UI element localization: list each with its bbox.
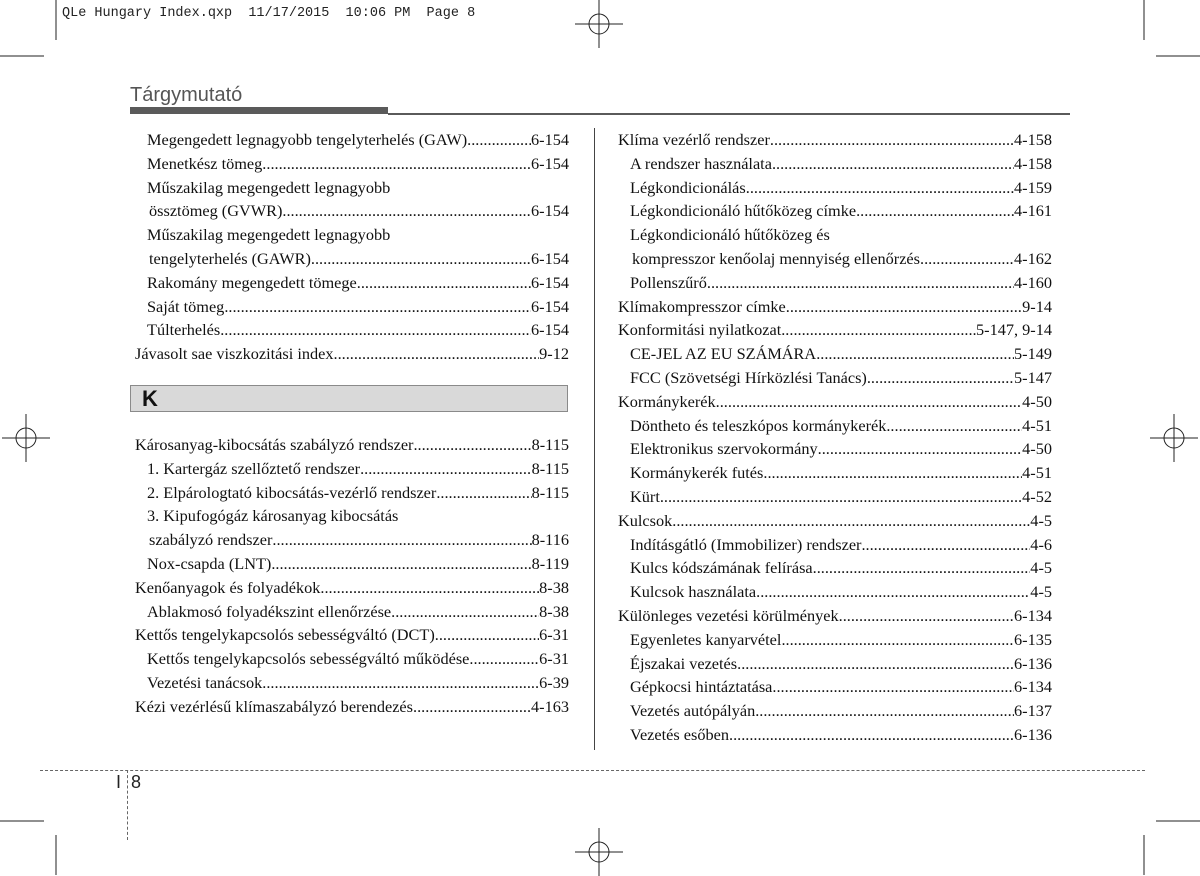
index-entry <box>618 414 1052 438</box>
index-entry-leader <box>746 176 1014 200</box>
index-entry-page: 4-5 <box>1030 510 1052 530</box>
index-entry-leader <box>886 414 1022 438</box>
index-entry-term: Nox-csapda (LNT) <box>147 553 272 573</box>
index-entry-leader <box>707 271 1014 295</box>
index-entry-term: Menetkész tömeg <box>147 153 263 173</box>
index-entry-term: Műszakilag megengedett legnagyobb <box>147 177 391 197</box>
print-slug: QLe Hungary Index.qxp 11/17/2015 10:06 PM Page 8 <box>62 6 476 21</box>
crop-mark-top-right <box>1140 0 1200 60</box>
index-entry-leader <box>867 366 1014 390</box>
index-entry-leader <box>770 128 1014 152</box>
index-entry-page: 4-50 <box>1022 391 1052 411</box>
index-entry-term: Légkondicionáló hűtőközeg címke <box>630 201 857 221</box>
crop-mark-top-left <box>0 0 60 60</box>
index-entry-page: 8-38 <box>539 577 569 597</box>
index-entry-leader <box>781 318 976 342</box>
index-entry-page: 4-5 <box>1030 558 1052 578</box>
index-entry-page: 6-135 <box>1014 629 1052 649</box>
index-entry <box>135 576 569 600</box>
index-entry-page: 5-147 <box>1014 367 1052 387</box>
index-entry-term: Kulcsok használata <box>630 582 757 602</box>
index-entry-leader <box>271 552 531 576</box>
index-entry-term: Klíma vezérlő rendszer <box>618 130 770 149</box>
index-entry <box>618 152 1052 176</box>
index-entry <box>135 433 569 457</box>
index-entry-term: Műszakilag megengedett legnagyobb <box>147 225 391 245</box>
footer-dashed-rule <box>40 770 1145 771</box>
index-entry-leader <box>413 433 531 457</box>
index-entry-term: Konformitási nyilatkozat <box>618 320 782 340</box>
index-entry-leader <box>729 723 1014 747</box>
page-number-prefix: I <box>116 772 122 792</box>
index-entry-leader <box>357 271 531 295</box>
index-entry <box>135 152 569 176</box>
index-entry-page: 6-154 <box>531 320 569 340</box>
index-entry-term: Pollenszűrő <box>630 272 707 292</box>
index-entry-term: Indításgátló (Immobilizer) rendszer <box>630 534 862 554</box>
index-entry-page: 8-38 <box>539 601 569 621</box>
registration-mark-left <box>0 412 50 464</box>
index-entry <box>618 271 1052 295</box>
index-entry-page: 6-134 <box>1014 605 1052 625</box>
index-entry-page: 6-31 <box>539 625 569 645</box>
index-entry <box>618 485 1052 509</box>
index-entry-leader <box>224 295 531 319</box>
index-entry-page: 5-147, 9-14 <box>976 320 1052 340</box>
index-entry-page: 6-39 <box>539 672 569 692</box>
index-group-right <box>618 128 1052 747</box>
index-entry <box>618 675 1052 699</box>
index-entry-term: tengelyterhelés (GAWR) <box>149 248 311 268</box>
index-entry <box>618 223 1052 247</box>
index-entry-page: 6-136 <box>1014 724 1052 744</box>
crop-mark-bottom-left <box>0 815 60 875</box>
index-entry-term: Túlterhelés <box>147 320 221 340</box>
index-entry-page: 9-12 <box>539 344 569 364</box>
index-entry <box>618 128 1052 152</box>
index-entry-page: 6-154 <box>531 153 569 173</box>
index-entry-term: Vezetés esőben <box>630 724 729 744</box>
index-entry-page: 8-119 <box>531 553 569 573</box>
index-entry-leader <box>413 695 531 719</box>
index-entry-term: Egyenletes kanyarvétel <box>630 629 782 649</box>
index-entry-term: A rendszer használata <box>630 153 772 173</box>
index-entry-leader <box>436 481 531 505</box>
index-entry-leader <box>781 628 1014 652</box>
index-entry-leader <box>282 199 531 223</box>
index-entry-leader <box>856 199 1014 223</box>
index-entry-term: Különleges vezetési körülmények <box>618 605 839 625</box>
index-entry-page: 4-50 <box>1022 439 1052 459</box>
page-number <box>116 772 142 793</box>
index-entry <box>618 723 1052 747</box>
index-entry <box>135 481 569 505</box>
index-entry <box>135 457 569 481</box>
index-entry-term: Kürt <box>630 486 660 506</box>
index-entry <box>618 318 1052 342</box>
index-entry-term: szabályzó rendszer <box>149 530 273 550</box>
index-entry <box>618 556 1052 580</box>
index-entry <box>618 604 1052 628</box>
index-entry-leader <box>262 152 531 176</box>
index-entry <box>618 699 1052 723</box>
index-entry-leader <box>672 509 1030 533</box>
index-entry-page: 8-116 <box>531 530 569 550</box>
index-entry-leader <box>813 556 1031 580</box>
index-entry <box>135 342 569 366</box>
index-entry <box>618 652 1052 676</box>
index-entry-term: Vezetési tanácsok <box>147 672 263 692</box>
index-entry-leader <box>920 247 1014 271</box>
index-entry-term: Döntheto és teleszkópos kormánykerék <box>630 415 887 435</box>
page-number-value: 8 <box>131 772 142 792</box>
index-entry <box>135 552 569 576</box>
index-entry-page: 6-136 <box>1014 653 1052 673</box>
index-entry-leader <box>763 461 1022 485</box>
footer-dashed-vertical <box>127 770 128 840</box>
index-entry-term: Saját tömeg <box>147 296 225 316</box>
index-entry-leader <box>839 604 1014 628</box>
column-divider <box>594 128 595 750</box>
index-entry-term: 1. Kartergáz szellőztető rendszer <box>147 458 361 478</box>
index-entry-page: 6-154 <box>531 272 569 292</box>
index-entry-term: kompresszor kenőolaj mennyiség ellenőrzés <box>632 248 920 268</box>
index-entry-term: Kormánykerék futés <box>630 463 764 483</box>
index-entry-term: Kulcsok <box>618 510 673 530</box>
index-entry-term: össztömeg (GVWR) <box>149 201 283 221</box>
index-entry <box>135 671 569 695</box>
index-entry-leader <box>786 295 1022 319</box>
index-column-left <box>135 128 569 719</box>
index-entry-term: 3. Kipufogógáz károsanyag kibocsátás <box>147 506 399 526</box>
index-entry-page: 4-163 <box>531 696 569 716</box>
index-entry <box>135 504 569 528</box>
index-entry-term: Légkondicionáló hűtőközeg és <box>630 225 830 245</box>
index-entry-term: Vezetés autópályán <box>630 701 756 721</box>
index-entry <box>618 366 1052 390</box>
registration-mark-top <box>573 0 625 50</box>
index-column-right <box>618 128 1052 747</box>
index-entry-page: 4-51 <box>1022 463 1052 483</box>
index-entry-term: Elektronikus szervokormány <box>630 439 818 459</box>
index-entry-term: CE-JEL AZ EU SZÁMÁRA <box>630 344 817 364</box>
index-entry-page: 6-134 <box>1014 677 1052 697</box>
index-entry-leader <box>816 342 1014 366</box>
header-rule-thick <box>130 107 388 114</box>
index-entry <box>135 128 569 152</box>
index-entry-page: 4-5 <box>1030 582 1052 602</box>
index-entry <box>135 176 569 200</box>
index-entry-page: 4-158 <box>1014 130 1052 149</box>
index-entry-page: 4-52 <box>1022 486 1052 506</box>
index-entry <box>618 533 1052 557</box>
index-entry <box>135 600 569 624</box>
index-entry-leader <box>320 576 539 600</box>
index-entry-page: 6-154 <box>531 201 569 221</box>
index-entry-term: Klímakompresszor címke <box>618 296 786 316</box>
index-entry-term: Megengedett legnagyobb tengelyterhelés (GAW) <box>147 130 468 149</box>
index-entry-page: 6-154 <box>531 296 569 316</box>
index-entry <box>135 295 569 319</box>
letter-heading-k: K <box>130 385 568 412</box>
index-entry <box>135 695 569 719</box>
index-entry-leader <box>262 671 539 695</box>
index-entry <box>618 437 1052 461</box>
index-group-left-bottom <box>135 433 569 719</box>
index-entry <box>618 628 1052 652</box>
index-entry-term: Rakomány megengedett tömege <box>147 272 357 292</box>
index-entry <box>135 223 569 247</box>
index-entry-page: 8-115 <box>531 482 569 502</box>
index-entry <box>618 295 1052 319</box>
index-entry <box>618 199 1052 223</box>
index-entry <box>135 271 569 295</box>
index-entry-leader <box>334 342 540 366</box>
index-entry <box>135 647 569 671</box>
registration-mark-right <box>1150 412 1200 464</box>
registration-mark-bottom <box>573 826 625 876</box>
index-entry-leader <box>772 152 1014 176</box>
index-entry <box>618 342 1052 366</box>
index-entry-term: Éjszakai vezetés <box>630 653 738 673</box>
index-entry-page: 4-158 <box>1014 153 1052 173</box>
index-entry <box>135 318 569 342</box>
index-entry <box>618 176 1052 200</box>
index-entry-page: 4-159 <box>1014 177 1052 197</box>
index-entry-leader <box>360 457 532 481</box>
index-entry-term: Gépkocsi hintáztatása <box>630 677 773 697</box>
index-group-left-top <box>135 128 569 366</box>
index-entry <box>135 199 569 223</box>
index-entry-term: 2. Elpárologtató kibocsátás-vezérlő rendszer <box>147 482 437 502</box>
index-entry-leader <box>469 647 539 671</box>
index-entry-term: Kettős tengelykapcsolós sebességváltó (DCT) <box>135 625 435 645</box>
index-entry-leader <box>272 528 531 552</box>
index-entry-leader <box>755 699 1014 723</box>
index-entry-page: 4-6 <box>1030 534 1052 554</box>
index-entry-page: 6-154 <box>531 130 569 149</box>
index-entry-page: 8-115 <box>531 458 569 478</box>
index-entry <box>618 509 1052 533</box>
index-entry-leader <box>737 652 1014 676</box>
index-entry <box>618 390 1052 414</box>
index-entry-term: Kézi vezérlésű klímaszabályzó berendezés <box>135 696 413 716</box>
index-entry-term: Kenőanyagok és folyadékok <box>135 577 321 597</box>
index-entry <box>618 461 1052 485</box>
index-entry-page: 4-162 <box>1014 248 1052 268</box>
index-entry-term: Károsanyag-kibocsátás szabályzó rendszer <box>135 434 414 454</box>
index-entry-leader <box>391 600 539 624</box>
index-entry-page: 4-160 <box>1014 272 1052 292</box>
index-entry <box>135 247 569 271</box>
index-entry-leader <box>756 580 1030 604</box>
index-entry <box>618 247 1052 271</box>
index-entry <box>618 580 1052 604</box>
index-entry-page: 4-51 <box>1022 415 1052 435</box>
index-entry <box>135 528 569 552</box>
index-entry-leader <box>716 390 1023 414</box>
index-entry-page: 6-31 <box>539 649 569 669</box>
index-entry-page: 6-137 <box>1014 701 1052 721</box>
index-entry-page: 5-149 <box>1014 344 1052 364</box>
index-entry <box>135 623 569 647</box>
index-entry-leader <box>435 623 539 647</box>
section-title: Tárgymutató <box>130 84 243 106</box>
index-entry-leader <box>772 675 1014 699</box>
index-entry-page: 6-154 <box>531 248 569 268</box>
index-entry-term: FCC (Szövetségi Hírközlési Tanács) <box>630 367 867 387</box>
index-entry-term: Kulcs kódszámának felírása <box>630 558 813 578</box>
index-entry-leader <box>861 533 1030 557</box>
index-entry-page: 4-161 <box>1014 201 1052 221</box>
index-entry-leader <box>311 247 531 271</box>
index-entry-term: Jávasolt sae viszkozitási index <box>135 344 334 364</box>
index-entry-page: 9-14 <box>1022 296 1052 316</box>
crop-mark-bottom-right <box>1140 815 1200 875</box>
index-entry-page: 8-115 <box>531 434 569 454</box>
index-entry-term: Légkondicionálás <box>630 177 746 197</box>
index-entry-term: Ablakmosó folyadékszint ellenőrzése <box>147 601 392 621</box>
index-entry-leader <box>220 318 531 342</box>
index-entry-term: Kormánykerék <box>618 391 716 411</box>
header-rule-thin <box>388 113 1070 115</box>
index-entry-leader <box>467 128 531 152</box>
index-entry-leader <box>660 485 1022 509</box>
index-entry-leader <box>818 437 1023 461</box>
index-entry-term: Kettős tengelykapcsolós sebességváltó működése <box>147 649 470 669</box>
